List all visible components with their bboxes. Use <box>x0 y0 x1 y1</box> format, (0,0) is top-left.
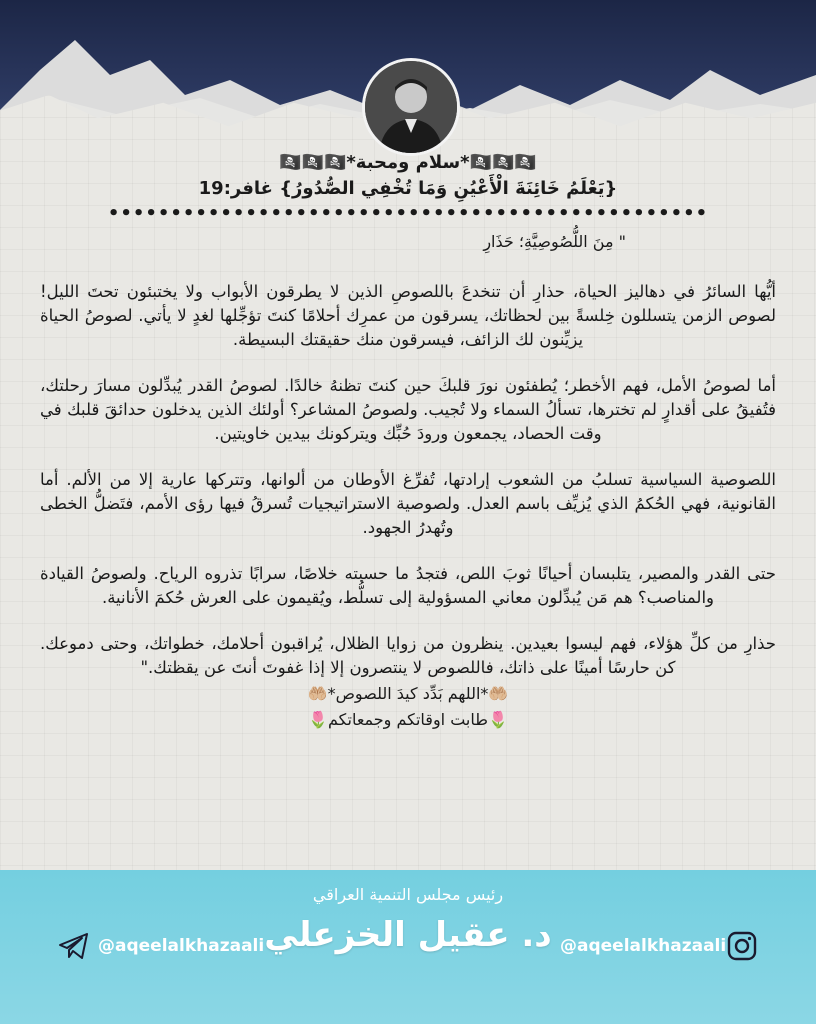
instagram-icon[interactable] <box>726 930 758 962</box>
article-heading: " مِنَ اللُّصُوصِيَّةِ؛ حَذَارِ <box>483 232 626 251</box>
quran-verse: {يَعْلَمُ خَائِنَةَ الْأَعْيُنِ وَمَا تُخْفِي الصُّدُورُ} غافر:19 <box>198 178 618 199</box>
instagram-handle[interactable]: @aqeelalkhazaali <box>560 936 727 956</box>
author-avatar <box>362 58 460 156</box>
greeting-line: 🏴‍☠️🏴‍☠️🏴‍☠️*سلام ومحبة*🏴‍☠️🏴‍☠️🏴‍☠️ <box>279 152 537 173</box>
telegram-handle[interactable]: @aqeelalkhazaali <box>98 936 265 956</box>
paragraph-2: أما لصوصُ الأمل، فهم الأخطر؛ يُطفئون نورَ قلبكَ حين كنتَ تظنهُ خالدًا. لصوصُ القدر يُبدِّلون مسارَ رحلتك، فتُفيقُ على أقدارٍ لم تخترها، تسألُ السماء ولا تُجيب. ولصوصُ المشاعر؟ أولئك الذين يدخلون حدائقَ قلبك في وقت الحصاد، يجمعون ورودَ حُبِّك ويتركونك بيدين خاويتين. <box>40 376 776 443</box>
paragraph-1: أيُّها السائرُ في دهاليز الحياة، حذارِ أن تنخدعَ باللصوصِ الذين لا يطرقون الأبواب ولا يختبئون تحتَ الليل! لصوص الزمن يتسللون خِلسةً بين لحظاتك، يسرقون من عمرِك أحلامًا كنتَ تؤجِّلها لغدٍ لا يأتي. لصوصُ الحياة يزيِّنون لك الزائف، فيسرقون منك حقيقتك البسيطة. <box>40 282 776 349</box>
message-body <box>40 150 776 732</box>
paragraph-5: حذارِ من كلِّ هؤلاء، فهم ليسوا بعيدين. ينظرون من زوايا الظلال، يُراقبون أحلامك، خطواتك، وحتى دموعك. كن حارسًا أمينًا على ذاتك، فاللصوص لا ينتصرون إلا إذا غفوتَ أنتَ عن يقظتك." <box>40 634 776 677</box>
author-name: د. عقيل الخزعلي <box>264 915 552 955</box>
person-portrait-icon <box>365 61 457 153</box>
author-role: رئيس مجلس التنمية العراقي <box>312 885 504 904</box>
farewell-line: 🌷طابت اوقاتكم وجمعاتكم🌷 <box>308 710 508 729</box>
prayer-line: 🤲🏼*اللهم بَدِّد كيدَ اللصوص*🤲🏼 <box>307 684 509 703</box>
paragraph-3: اللصوصية السياسية تسلبُ من الشعوب إرادتها، تُفرِّغ الأوطان من ألوانها، وتتركها عارية إلا من الألم. أما القانونية، فهي الحُكمُ الذي يُزيِّف باسم العدل. ولصوصية الاستراتيجيات تُسرقُ فيها رؤى الأمم، فتَضلُّ الخطى وتُهدرُ الجهود. <box>40 470 776 537</box>
telegram-icon[interactable] <box>58 932 90 960</box>
dotted-divider: •••••••••••••••••••••••••••••••••••••••••••••••• <box>107 203 709 224</box>
paragraph-4: حتى القدر والمصير، يتلبسان أحيانًا ثوبَ اللص، فتجدُ ما حسبته خلاصًا، سرابًا تذروه الرياح. ولصوصُ القيادة والمناصب؟ هم مَن يُبدِّلون معاني المسؤولية إلى تسلُّط، ويُقيمون على العرش حُكمَ الأنانية. <box>40 564 776 607</box>
